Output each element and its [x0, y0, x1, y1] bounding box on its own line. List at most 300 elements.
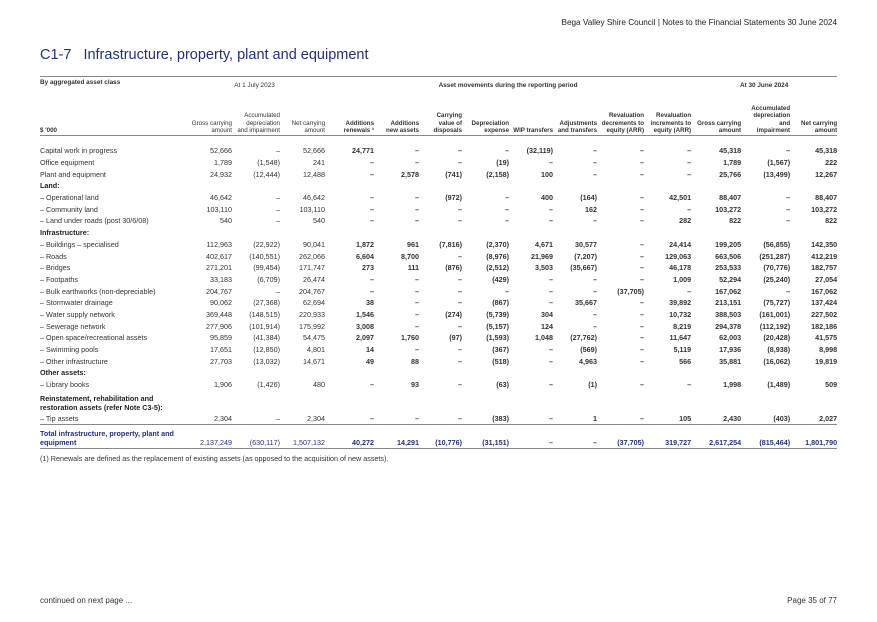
table-row	[40, 332, 837, 344]
table-cell: –	[505, 204, 510, 214]
table-cell: –	[458, 158, 463, 168]
table-cell: –	[276, 204, 280, 214]
table-cell: –	[458, 216, 463, 226]
row-label: – Water supply network	[40, 309, 115, 319]
table-cell: (1,426)	[257, 380, 280, 390]
table-cell: 54,475	[303, 333, 326, 343]
table-cell: –	[549, 413, 554, 423]
table-cell: –	[370, 380, 375, 390]
table-cell: (876)	[445, 263, 463, 273]
row-label: – Bulk earthworks (non-depreciable)	[40, 286, 156, 296]
table-cell: –	[640, 380, 645, 390]
by-class-header: By aggregated asset class	[40, 77, 184, 100]
table-cell: (16,062)	[763, 356, 791, 366]
closing-balance-header: At 30 June 2024	[691, 77, 837, 100]
row-label: – Other infrastructure	[40, 356, 108, 366]
table-cell: –	[505, 216, 510, 226]
table-cell: 90,041	[303, 239, 326, 249]
table-cell: 38	[366, 298, 375, 308]
table-cell: 204,767	[206, 286, 232, 296]
table-cell: 2,304	[307, 413, 326, 423]
column-header: Carrying value of disposals	[419, 99, 462, 136]
table-cell: –	[687, 204, 692, 214]
table-cell: 35,667	[575, 298, 598, 308]
table-cell: 400	[541, 193, 554, 203]
table-cell: –	[415, 413, 420, 423]
table-cell: (27,368)	[253, 298, 280, 308]
table-cell: 282	[679, 216, 692, 226]
table-cell: 45,318	[719, 146, 742, 156]
table-cell: 100	[541, 169, 554, 179]
table-row	[40, 239, 837, 251]
table-cell: 3,503	[535, 263, 554, 273]
column-header: Gross carrying amount	[691, 99, 741, 136]
total-row	[40, 425, 837, 449]
table-cell: –	[370, 158, 375, 168]
table-cell: 88,407	[815, 193, 838, 203]
table-cell: (383)	[492, 413, 510, 423]
table-cell: (12,444)	[253, 169, 280, 179]
table-cell: 509	[825, 380, 838, 390]
table-cell: 35,881	[719, 356, 742, 366]
table-cell: 103,110	[299, 204, 326, 214]
table-cell: 129,063	[665, 251, 692, 261]
table-cell: 167,062	[715, 286, 742, 296]
row-label: – Land under roads (post 30/6/08)	[40, 216, 149, 226]
table-cell: 46,178	[669, 263, 692, 273]
section-row	[40, 367, 837, 379]
table-cell: –	[415, 274, 420, 284]
table-cell: 46,642	[210, 193, 232, 203]
table-cell: 213,151	[715, 298, 742, 308]
page-number: Page 35 of 77	[787, 596, 837, 605]
table-cell: 204,767	[299, 286, 326, 296]
table-cell: –	[458, 298, 463, 308]
table-cell: 124	[541, 321, 554, 331]
table-cell: 10,732	[669, 309, 692, 319]
table-cell: –	[549, 158, 554, 168]
table-cell: –	[276, 413, 280, 423]
row-label: – Swimming pools	[40, 345, 99, 355]
table-cell: 2,430	[723, 413, 742, 423]
table-cell: –	[687, 286, 692, 296]
table-row	[40, 262, 837, 274]
table-cell: –	[458, 251, 463, 261]
table-cell: 1,760	[401, 333, 420, 343]
table-row	[40, 250, 837, 262]
table-cell: 27,054	[815, 274, 838, 284]
table-cell: (164)	[580, 193, 598, 203]
table-cell: 277,906	[206, 321, 232, 331]
row-label: – Operational land	[40, 193, 99, 203]
table-cell: –	[640, 216, 645, 226]
table-cell: 45,318	[815, 146, 838, 156]
table-cell: 33,183	[210, 274, 232, 284]
table-cell: 103,272	[715, 204, 742, 214]
table-row	[40, 344, 837, 356]
row-label: Land:	[40, 181, 60, 191]
column-header: Additions renewals ¹	[325, 99, 374, 136]
table-cell: 1,789	[723, 158, 742, 168]
table-cell: 88	[411, 356, 420, 366]
table-cell: (56,855)	[763, 239, 791, 249]
table-cell: 4,963	[579, 356, 598, 366]
table-cell: (13,032)	[253, 356, 280, 366]
table-cell: 2,304	[214, 413, 232, 423]
table-cell: –	[549, 286, 554, 296]
table-cell: –	[640, 413, 645, 423]
section-title-text: Infrastructure, property, plant and equipment	[83, 47, 369, 63]
table-cell: –	[370, 204, 375, 214]
table-cell: 294,378	[715, 321, 742, 331]
table-cell: 961	[407, 239, 420, 249]
table-cell: 3,008	[356, 321, 375, 331]
table-cell: 540	[220, 216, 232, 226]
table-cell: –	[786, 286, 791, 296]
table-cell: (101,914)	[249, 321, 280, 331]
table-cell: –	[640, 204, 645, 214]
table-cell: –	[786, 204, 791, 214]
row-label: Reinstatement, rehabilitation and restoration assets (refer Note C3-5):	[40, 394, 163, 412]
row-label: – Footpaths	[40, 274, 78, 284]
table-cell: (19)	[496, 158, 510, 168]
table-cell: –	[593, 146, 598, 156]
table-cell: 2,097	[356, 333, 375, 343]
table-cell: 1,048	[535, 333, 554, 343]
table-row	[40, 136, 837, 157]
table-cell: (27,762)	[570, 333, 598, 343]
table-cell: –	[549, 298, 554, 308]
table-cell: 1	[593, 413, 598, 423]
table-cell: 4,801	[307, 345, 326, 355]
table-cell: 319,727	[644, 425, 691, 449]
table-cell: (972)	[445, 193, 463, 203]
table-cell: 566	[679, 356, 692, 366]
table-row	[40, 168, 837, 180]
table-cell: –	[458, 321, 463, 331]
table-cell: (140,551)	[249, 251, 280, 261]
table-cell: (22,922)	[253, 239, 280, 249]
table-cell: (31,151)	[462, 425, 509, 449]
table-cell: –	[549, 204, 554, 214]
table-cell: –	[593, 216, 598, 226]
table-cell: 52,294	[719, 274, 742, 284]
table-cell: (403)	[773, 413, 791, 423]
ippe-movements-table	[40, 76, 837, 449]
row-label: Other assets:	[40, 368, 86, 378]
table-cell: –	[549, 216, 554, 226]
table-cell: 12,267	[815, 169, 838, 179]
table-cell: –	[640, 169, 645, 179]
table-cell: (12,850)	[253, 345, 280, 355]
movements-header: Asset movements during the reporting period	[325, 77, 691, 100]
table-cell: –	[370, 216, 375, 226]
table-cell: 8,700	[401, 251, 420, 261]
table-cell: 222	[825, 158, 838, 168]
table-cell: –	[593, 169, 598, 179]
table-cell: (367)	[492, 345, 510, 355]
table-cell: (5,157)	[486, 321, 510, 331]
row-label: – Bridges	[40, 263, 71, 273]
section-row	[40, 227, 837, 239]
column-header: Accumulated depreciation and impairment	[741, 99, 790, 136]
table-row	[40, 412, 837, 424]
table-cell: –	[687, 158, 692, 168]
table-cell: 24,771	[352, 146, 375, 156]
table-cell: 4,671	[535, 239, 554, 249]
table-cell: (741)	[445, 169, 463, 179]
table-body	[40, 136, 837, 449]
table-cell: –	[415, 158, 420, 168]
table-cell: –	[640, 274, 645, 284]
table-cell: 369,448	[206, 309, 232, 319]
table-cell: 19,819	[815, 356, 838, 366]
table-cell: 142,350	[811, 239, 838, 249]
table-cell: (161,001)	[759, 309, 791, 319]
table-cell: 304	[541, 309, 554, 319]
table-cell: –	[593, 274, 598, 284]
table-cell: 175,992	[299, 321, 326, 331]
row-label: – Buildings – specialised	[40, 239, 119, 249]
table-cell: 88,407	[719, 193, 742, 203]
table-row	[40, 215, 837, 227]
section-number: C1-7	[40, 47, 72, 63]
table-cell: –	[370, 274, 375, 284]
table-cell: 24,932	[210, 169, 232, 179]
table-cell: –	[640, 333, 645, 343]
table-cell: 402,617	[206, 251, 232, 261]
table-cell: –	[549, 380, 554, 390]
section-title	[40, 47, 369, 63]
unit-label: $ '000	[40, 99, 184, 136]
table-cell: 90,062	[210, 298, 232, 308]
table-cell: –	[276, 286, 280, 296]
table-row	[40, 297, 837, 309]
table-cell: –	[276, 216, 280, 226]
table-cell: –	[640, 251, 645, 261]
table-cell: (274)	[445, 309, 463, 319]
table-cell: (429)	[492, 274, 510, 284]
row-label: Total infrastructure, property, plant and equipment	[40, 425, 184, 449]
table-cell: (518)	[492, 356, 510, 366]
table-cell: 1,009	[673, 274, 692, 284]
table-cell: (569)	[580, 345, 598, 355]
row-label: – Library books	[40, 380, 90, 390]
column-header: Depreciation expense	[462, 99, 509, 136]
table-cell: –	[640, 239, 645, 249]
table-cell: 388,503	[715, 309, 742, 319]
row-label: – Sewerage network	[40, 321, 106, 331]
table-cell: –	[415, 216, 420, 226]
table-cell: 182,757	[811, 263, 838, 273]
row-label: Capital work in progress	[40, 146, 118, 156]
table-cell: 21,969	[531, 251, 554, 261]
column-header: Additions new assets	[374, 99, 419, 136]
table-cell: 1,906	[214, 380, 232, 390]
table-cell: –	[549, 274, 554, 284]
table-cell: 1,801,790	[790, 425, 837, 449]
footnote: (1) Renewals are defined as the replacement of existing assets (as opposed to the acquisition of new assets).	[40, 454, 389, 463]
table-row	[40, 379, 837, 391]
column-header: Gross carrying amount	[184, 99, 232, 136]
table-cell: (2,370)	[486, 239, 510, 249]
table-cell: 49	[366, 356, 375, 366]
table-cell: 253,533	[715, 263, 742, 273]
table-cell: 1,546	[356, 309, 375, 319]
table-cell: –	[549, 345, 554, 355]
table-cell: –	[415, 193, 420, 203]
table-cell: (32,119)	[526, 146, 554, 156]
table-cell: (867)	[492, 298, 510, 308]
table-cell: –	[593, 158, 598, 168]
row-label: – Community land	[40, 204, 98, 214]
table-cell: 8,998	[819, 345, 838, 355]
table-cell: (112,192)	[759, 321, 791, 331]
table-cell: –	[415, 345, 420, 355]
table-cell: –	[505, 193, 510, 203]
table-cell: –	[786, 216, 791, 226]
table-cell: 1,789	[214, 158, 232, 168]
table-cell: 25,766	[719, 169, 742, 179]
table-group-header-row	[40, 77, 837, 100]
table-cell: –	[458, 413, 463, 423]
table-cell: 52,666	[210, 146, 232, 156]
table-cell: 167,062	[811, 286, 838, 296]
table-column-header-row	[40, 99, 837, 136]
table-cell: –	[276, 193, 280, 203]
table-row	[40, 355, 837, 367]
table-cell: –	[415, 286, 420, 296]
table-cell: 2,137,249	[184, 425, 232, 449]
table-cell: (10,776)	[419, 425, 462, 449]
table-row	[40, 309, 837, 321]
table-cell: –	[370, 286, 375, 296]
table-cell: 111	[407, 263, 420, 273]
table-cell: –	[458, 274, 463, 284]
table-cell: 171,747	[299, 263, 326, 273]
column-header: Net carrying amount	[790, 99, 837, 136]
table-cell: –	[786, 193, 791, 203]
table-cell: –	[505, 146, 510, 156]
table-cell: (25,240)	[763, 274, 791, 284]
table-cell: 52,666	[303, 146, 326, 156]
table-cell: 93	[411, 380, 420, 390]
table-row	[40, 320, 837, 332]
table-cell: 5,119	[673, 345, 692, 355]
table-cell: 103,272	[811, 204, 838, 214]
table-cell: 41,575	[815, 333, 838, 343]
section-row	[40, 180, 837, 192]
table-cell: 27,703	[210, 356, 232, 366]
table-cell: –	[640, 146, 645, 156]
table-cell: 262,066	[299, 251, 326, 261]
table-cell: (1)	[588, 380, 598, 390]
table-cell: 2,027	[819, 413, 838, 423]
table-cell: –	[370, 169, 375, 179]
table-cell: (2,512)	[486, 263, 510, 273]
table-cell: –	[786, 146, 791, 156]
table-cell: –	[593, 286, 598, 296]
column-header: Revaluation increments to equity (ARR)	[644, 99, 691, 136]
table-row	[40, 274, 837, 286]
table-cell: –	[415, 204, 420, 214]
table-cell: –	[505, 286, 510, 296]
table-cell: (70,776)	[763, 263, 791, 273]
table-cell: 95,859	[210, 333, 232, 343]
page-header: Bega Valley Shire Council | Notes to the Financial Statements 30 June 2024	[561, 18, 837, 27]
table-cell: (8,976)	[486, 251, 510, 261]
row-label: Plant and equipment	[40, 169, 106, 179]
table-cell: 17,936	[719, 345, 742, 355]
table-cell: –	[640, 193, 645, 203]
table-cell: 822	[825, 216, 838, 226]
table-cell: 241	[313, 158, 326, 168]
table-cell: –	[640, 309, 645, 319]
table-cell: –	[509, 425, 553, 449]
table-cell: 273	[362, 263, 375, 273]
table-cell: 17,651	[210, 345, 232, 355]
table-cell: –	[276, 146, 280, 156]
table-cell: 12,488	[303, 169, 326, 179]
row-label: Infrastructure:	[40, 228, 90, 238]
table-cell: –	[458, 380, 463, 390]
table-cell: 412,219	[811, 251, 838, 261]
table-cell: 162	[585, 204, 598, 214]
table-cell: –	[415, 298, 420, 308]
table-cell: 182,186	[811, 321, 838, 331]
table-cell: (2,158)	[486, 169, 510, 179]
table-cell: 103,110	[206, 204, 232, 214]
row-label: – Stormwater drainage	[40, 298, 113, 308]
table-cell: 1,507,132	[280, 425, 325, 449]
table-cell: –	[415, 146, 420, 156]
table-cell: 11,647	[669, 333, 692, 343]
table-row	[40, 203, 837, 215]
row-label: Office equipment	[40, 158, 95, 168]
column-header: Adjustments and transfers	[553, 99, 597, 136]
section-row	[40, 390, 837, 412]
table-cell: (35,667)	[570, 263, 598, 273]
table-cell: (1,548)	[257, 158, 280, 168]
table-cell: 271,201	[206, 263, 232, 273]
table-cell: 540	[313, 216, 326, 226]
table-cell: –	[415, 321, 420, 331]
table-cell: –	[640, 158, 645, 168]
table-cell: (7,816)	[439, 239, 463, 249]
table-cell: –	[593, 309, 598, 319]
table-cell: (75,727)	[763, 298, 791, 308]
table-cell: (20,428)	[763, 333, 791, 343]
table-cell: –	[370, 193, 375, 203]
table-cell: 8,219	[673, 321, 692, 331]
table-cell: (1,567)	[767, 158, 791, 168]
row-label: – Open space/recreational assets	[40, 333, 148, 343]
table-cell: 1,872	[356, 239, 375, 249]
column-header: Net carrying amount	[280, 99, 325, 136]
table-cell: (37,705)	[617, 286, 645, 296]
table-cell: 227,502	[811, 309, 838, 319]
table-cell: –	[458, 356, 463, 366]
table-cell: 62,003	[719, 333, 742, 343]
table-cell: 14	[366, 345, 375, 355]
table-cell: (1,593)	[486, 333, 510, 343]
table-cell: –	[553, 425, 597, 449]
table-row	[40, 157, 837, 169]
table-cell: (6,709)	[257, 274, 280, 284]
table-cell: –	[415, 309, 420, 319]
row-label: – Tip assets	[40, 413, 79, 423]
table-cell: (8,938)	[767, 345, 791, 355]
